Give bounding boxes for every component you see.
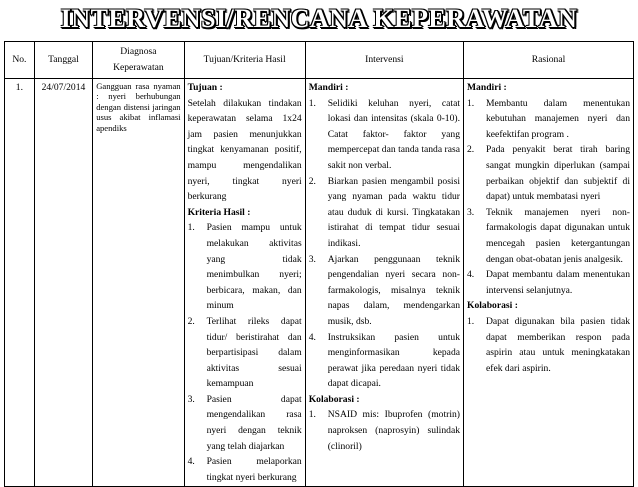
table-row — [5, 79, 634, 487]
intervensi-mandiri-list — [309, 96, 460, 392]
tujuan-heading: Tujuan : — [187, 82, 223, 93]
intervention-table — [4, 41, 634, 487]
rasional-mandiri-heading: Mandiri : — [467, 82, 507, 93]
cell-no: 1. — [5, 79, 35, 487]
header-tujuan: Tujuan/Kriteria Hasil — [184, 42, 305, 79]
intervensi-kolaborasi-heading: Kolaborasi : — [308, 393, 360, 405]
header-no: No. — [5, 42, 35, 79]
cell-diagnosa: Gangguan rasa nyaman : nyeri berhubungan dengan distensi jaringan usus akibat inflamasi apendiks — [93, 79, 184, 487]
intervensi-kolaborasi-list — [309, 407, 460, 454]
header-tanggal: Tanggal — [34, 42, 92, 79]
list-item: 3. Ajarkan penggunaan teknik pengendalian nyeri secara non-farmakologis, misalnya teknik napas dalam, mendengarkan musik, dsb. — [308, 253, 460, 327]
header-intervensi: Intervensi — [305, 42, 463, 79]
tujuan-text: Setelah dilakukan tindakan keperawatan selama 1x24 jam pasien menunjukkan tingkat kenyamanan positif, mampu mengendalikan nyeri, tingkat nyeri berkurang — [187, 97, 302, 203]
rasional-kolaborasi-heading: Kolaborasi : — [467, 300, 518, 312]
list-item: 1. Dapat digunakan bila pasien tidak dapat memberikan respon pada aspirin atau untuk meningkatakan efek dari aspirin. — [467, 315, 630, 374]
list-item: 1. Pasien mampu untuk melakukan aktivitas yang tidak menimbulkan nyeri; berbicara, makan, dan minum — [187, 222, 302, 312]
list-item: 1. NSAID mis: Ibuprofen (motrin) naproksen (naprosyin) sulindak (clinoril) — [308, 409, 460, 452]
cell-tanggal: 24/07/2014 — [34, 79, 92, 487]
list-item: 1. Membantu dalam menentukan kebutuhan manajemen nyeri dan keefektifan program . — [467, 97, 630, 140]
list-item: 2. Pada penyakit berat tirah baring sangat mungkin diperlukan (sampai perbaikan objektif dan subjektif di dapat) untuk membatasi nyeri — [467, 144, 630, 203]
page-title: INTERVENSI/RENCANA KEPERAWATAN — [60, 4, 578, 33]
cell-intervensi — [305, 79, 463, 487]
rasional-kolaborasi-list — [467, 314, 630, 376]
list-item: 1. Selidiki keluhan nyeri, catat lokasi dan intensitas (skala 0-10). Catat faktor- faktor yang mempercepat dan tanda tanda rasa sakit non verbal. — [308, 97, 460, 171]
header-diagnosa: Diagnosa Keperawatan — [93, 42, 184, 79]
kriteria-list — [188, 220, 302, 485]
kriteria-heading: Kriteria Hasil : — [187, 206, 251, 218]
rasional-mandiri-list — [467, 96, 630, 299]
list-item: 3. Teknik manajemen nyeri non-farmakologis dapat digunakan untuk mencegah pasien ketergantungan dengan obat-obatan jenis analgesik. — [467, 206, 630, 265]
header-rasional: Rasional — [464, 42, 634, 79]
list-item: 2. Terlihat rileks dapat tidur/ beristirahat dan berpartisipasi dalam aktivitas sesuai kemampuan — [187, 315, 302, 390]
intervensi-mandiri-heading: Mandiri : — [308, 82, 349, 93]
list-item: 2. Biarkan pasien mengambil posisi yang nyaman pada waktu tidur atau duduk di kursi. Tingkatakan istirahat di tempat tidur sesuai indikasi. — [308, 175, 460, 249]
cell-rasional — [464, 79, 634, 487]
list-item: 4. Pasien melaporkan tingkat nyeri berkurang — [187, 456, 302, 483]
list-item: 3. Pasien dapat mengendalikan rasa nyeri dengan teknik yang telah diajarkan — [187, 393, 302, 452]
table-header-row — [5, 42, 634, 79]
list-item: 4. Dapat membantu dalam menentukan intervensi selanjutnya. — [467, 269, 630, 296]
list-item: 4. Instruksikan pasien untuk menginformasikan kepada perawat jika peredaan nyeri tidak dapat dicapai. — [308, 331, 460, 390]
cell-tujuan — [184, 79, 305, 487]
